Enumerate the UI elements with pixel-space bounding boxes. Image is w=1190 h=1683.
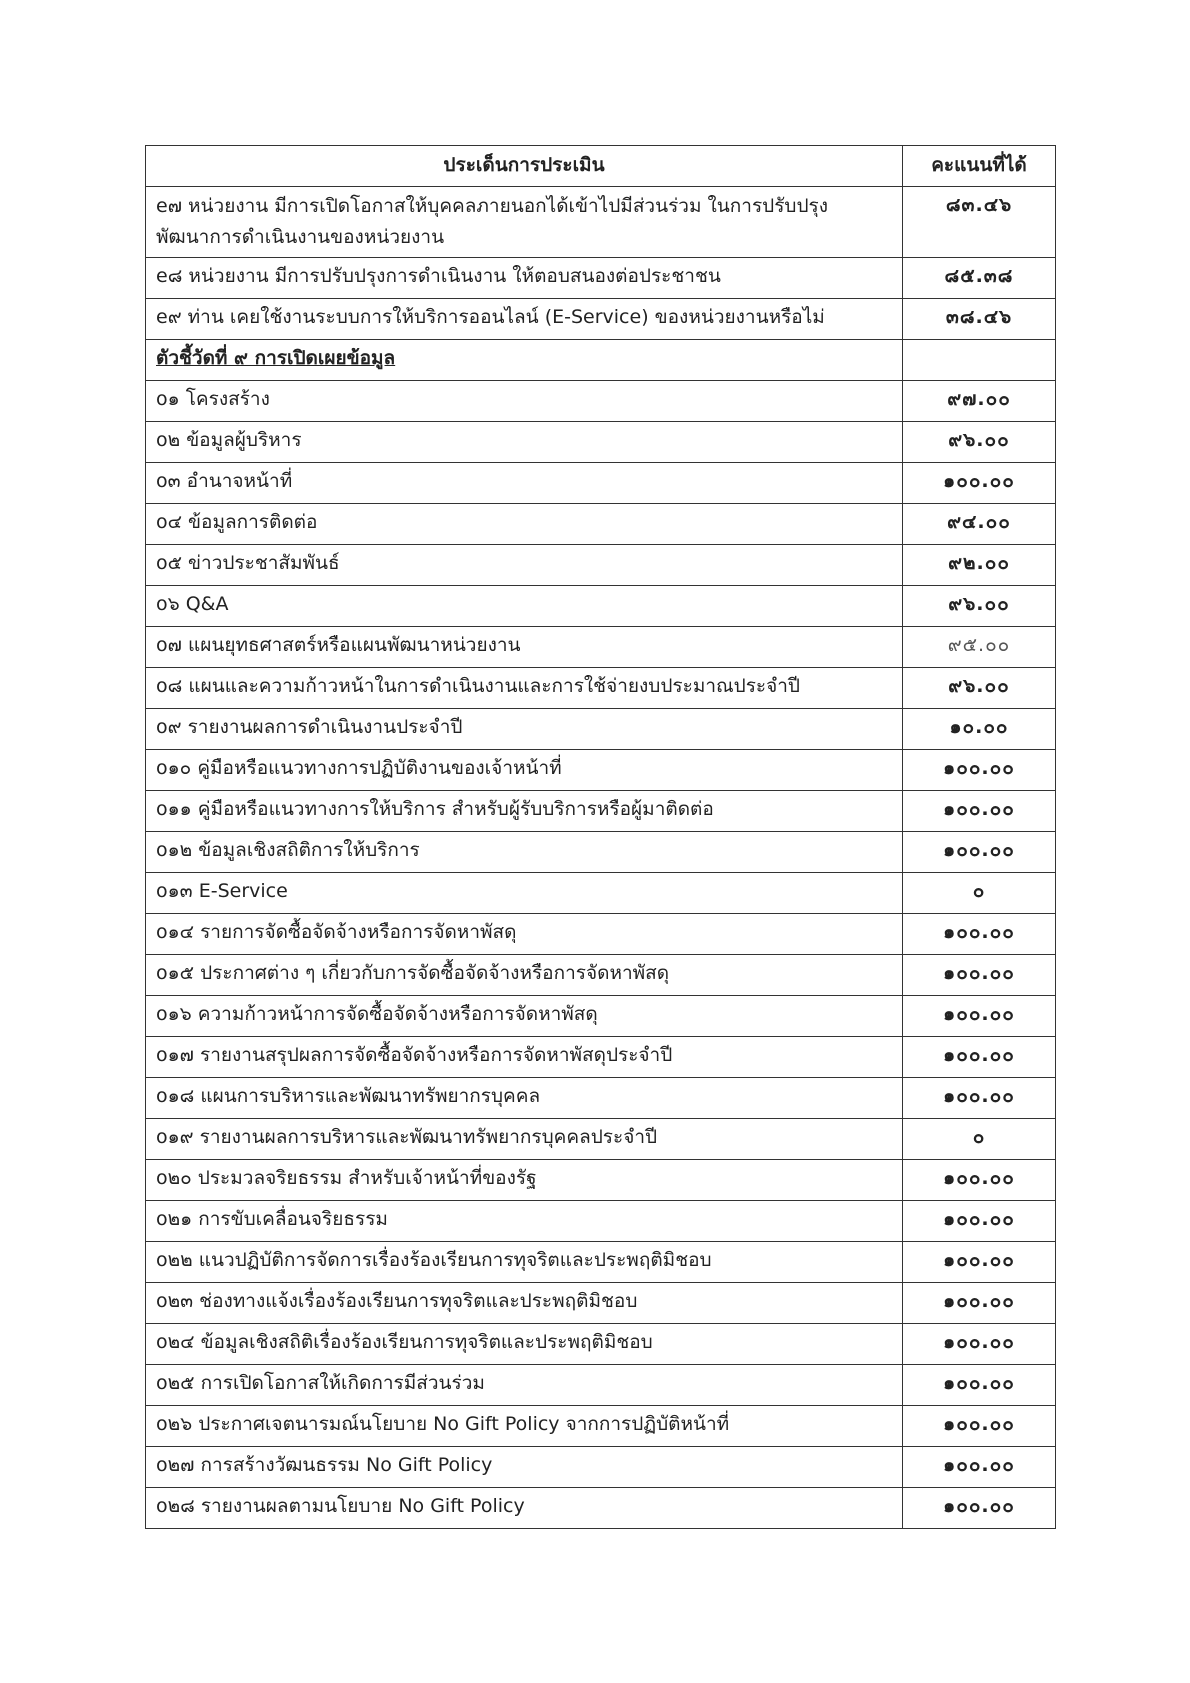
row-score: ๓๘.๔๖ xyxy=(903,299,1056,340)
row-item: o๒๖ ประกาศเจตนารมณ์นโยบาย No Gift Policy จากการปฏิบัติหน้าที่ xyxy=(146,1406,903,1447)
row-item: o๑๗ รายงานสรุปผลการจัดซื้อจัดจ้างหรือการจัดหาพัสดุประจำปี xyxy=(146,1037,903,1078)
row-item: o๗ แผนยุทธศาสตร์หรือแผนพัฒนาหน่วยงาน xyxy=(146,627,903,668)
row-item: o๑ โครงสร้าง xyxy=(146,381,903,422)
row-score: ๑๐๐.๐๐ xyxy=(903,996,1056,1037)
row-score: ๘๕.๓๘ xyxy=(903,258,1056,299)
row-item: o๒๔ ข้อมูลเชิงสถิติเรื่องร้องเรียนการทุจริตและประพฤติมิชอบ xyxy=(146,1324,903,1365)
row-item: o๑๖ ความก้าวหน้าการจัดซื้อจัดจ้างหรือการจัดหาพัสดุ xyxy=(146,996,903,1037)
row-item: o๒๗ การสร้างวัฒนธรรม No Gift Policy xyxy=(146,1447,903,1488)
row-score: ๙๕.๐๐ xyxy=(903,627,1056,668)
row-item: o๒๓ ช่องทางแจ้งเรื่องร้องเรียนการทุจริตและประพฤติมิชอบ xyxy=(146,1283,903,1324)
row-score: ๑๐๐.๐๐ xyxy=(903,791,1056,832)
table-row xyxy=(146,627,1056,668)
table-header-row xyxy=(146,146,1056,187)
row-score: ๑๐๐.๐๐ xyxy=(903,750,1056,791)
row-score: ๑๐๐.๐๐ xyxy=(903,1324,1056,1365)
row-score: ๑๐๐.๐๐ xyxy=(903,1160,1056,1201)
row-item: o๒๘ รายงานผลตามนโยบาย No Gift Policy xyxy=(146,1488,903,1529)
table-row xyxy=(146,955,1056,996)
table-row xyxy=(146,1037,1056,1078)
row-score: ๐ xyxy=(903,873,1056,914)
table-row xyxy=(146,381,1056,422)
table-row xyxy=(146,1201,1056,1242)
table-row xyxy=(146,832,1056,873)
row-item: o๑๒ ข้อมูลเชิงสถิติการให้บริการ xyxy=(146,832,903,873)
row-item: o๒๐ ประมวลจริยธรรม สำหรับเจ้าหน้าที่ของรัฐ xyxy=(146,1160,903,1201)
row-item: e๙ ท่าน เคยใช้งานระบบการให้บริการออนไลน์ (E-Service) ของหน่วยงานหรือไม่ xyxy=(146,299,903,340)
table-row xyxy=(146,668,1056,709)
row-score: ๑๐๐.๐๐ xyxy=(903,1488,1056,1529)
table-row xyxy=(146,545,1056,586)
row-item: o๑๔ รายการจัดซื้อจัดจ้างหรือการจัดหาพัสดุ xyxy=(146,914,903,955)
row-score: ๘๓.๔๖ xyxy=(903,187,1056,258)
row-score: ๙๖.๐๐ xyxy=(903,586,1056,627)
column-header-score: คะแนนที่ได้ xyxy=(903,146,1056,187)
row-item: o๑๕ ประกาศต่าง ๆ เกี่ยวกับการจัดซื้อจัดจ้างหรือการจัดหาพัสดุ xyxy=(146,955,903,996)
table-row xyxy=(146,1078,1056,1119)
assessment-table xyxy=(145,145,1056,1529)
row-item: o๑๓ E-Service xyxy=(146,873,903,914)
indicator-heading: ตัวชี้วัดที่ ๙ การเปิดเผยข้อมูล xyxy=(156,347,396,369)
indicator-heading-row xyxy=(146,340,1056,381)
table-row xyxy=(146,187,1056,258)
table-row xyxy=(146,791,1056,832)
table-row xyxy=(146,1406,1056,1447)
table-row xyxy=(146,1283,1056,1324)
row-item: o๕ ข่าวประชาสัมพันธ์ xyxy=(146,545,903,586)
table-row xyxy=(146,1119,1056,1160)
row-item: e๘ หน่วยงาน มีการปรับปรุงการดำเนินงาน ให้ตอบสนองต่อประชาชน xyxy=(146,258,903,299)
table-row xyxy=(146,914,1056,955)
row-item: o๑๑ คู่มือหรือแนวทางการให้บริการ สำหรับผู้รับบริการหรือผู้มาติดต่อ xyxy=(146,791,903,832)
row-item: o๑๙ รายงานผลการบริหารและพัฒนาทรัพยากรบุคคลประจำปี xyxy=(146,1119,903,1160)
row-item: e๗ หน่วยงาน มีการเปิดโอกาสให้บุคคลภายนอกได้เข้าไปมีส่วนร่วม ในการปรับปรุงพัฒนาการดำเนินงานของหน่วยงาน xyxy=(146,187,903,258)
table-row xyxy=(146,1447,1056,1488)
table-row xyxy=(146,750,1056,791)
row-score: ๙๔.๐๐ xyxy=(903,504,1056,545)
table-row xyxy=(146,1324,1056,1365)
indicator-heading-score-empty xyxy=(903,340,1056,381)
table-row xyxy=(146,258,1056,299)
table-row xyxy=(146,299,1056,340)
table-row xyxy=(146,709,1056,750)
row-score: ๑๐๐.๐๐ xyxy=(903,1037,1056,1078)
row-item: o๑๘ แผนการบริหารและพัฒนาทรัพยากรบุคคล xyxy=(146,1078,903,1119)
row-item: o๙ รายงานผลการดำเนินงานประจำปี xyxy=(146,709,903,750)
row-item: o๓ อำนาจหน้าที่ xyxy=(146,463,903,504)
table-row xyxy=(146,504,1056,545)
row-item: o๒๕ การเปิดโอกาสให้เกิดการมีส่วนร่วม xyxy=(146,1365,903,1406)
table-row xyxy=(146,1488,1056,1529)
table-row xyxy=(146,463,1056,504)
table-row xyxy=(146,586,1056,627)
row-score: ๙๒.๐๐ xyxy=(903,545,1056,586)
row-item: o๖ Q&A xyxy=(146,586,903,627)
row-score: ๑๐๐.๐๐ xyxy=(903,463,1056,504)
row-score: ๑๐.๐๐ xyxy=(903,709,1056,750)
row-score: ๑๐๐.๐๐ xyxy=(903,1201,1056,1242)
row-score: ๑๐๐.๐๐ xyxy=(903,1242,1056,1283)
row-score: ๑๐๐.๐๐ xyxy=(903,1365,1056,1406)
row-score: ๑๐๐.๐๐ xyxy=(903,1078,1056,1119)
row-score: ๙๖.๐๐ xyxy=(903,668,1056,709)
table-row xyxy=(146,422,1056,463)
row-score: ๑๐๐.๐๐ xyxy=(903,1447,1056,1488)
table-row xyxy=(146,996,1056,1037)
row-item: o๒ ข้อมูลผู้บริหาร xyxy=(146,422,903,463)
row-score: ๐ xyxy=(903,1119,1056,1160)
row-item: o๒๒ แนวปฏิบัติการจัดการเรื่องร้องเรียนการทุจริตและประพฤติมิชอบ xyxy=(146,1242,903,1283)
column-header-item: ประเด็นการประเมิน xyxy=(146,146,903,187)
table-row xyxy=(146,873,1056,914)
row-score: ๙๖.๐๐ xyxy=(903,422,1056,463)
row-item: o๒๑ การขับเคลื่อนจริยธรรม xyxy=(146,1201,903,1242)
assessment-sheet xyxy=(145,145,1055,1529)
table-row xyxy=(146,1365,1056,1406)
row-item: o๘ แผนและความก้าวหน้าในการดำเนินงานและการใช้จ่ายงบประมาณประจำปี xyxy=(146,668,903,709)
table-row xyxy=(146,1160,1056,1201)
row-score: ๙๗.๐๐ xyxy=(903,381,1056,422)
row-item: o๔ ข้อมูลการติดต่อ xyxy=(146,504,903,545)
row-score: ๑๐๐.๐๐ xyxy=(903,1283,1056,1324)
row-score: ๑๐๐.๐๐ xyxy=(903,1406,1056,1447)
table-row xyxy=(146,1242,1056,1283)
row-score: ๑๐๐.๐๐ xyxy=(903,914,1056,955)
row-score: ๑๐๐.๐๐ xyxy=(903,832,1056,873)
row-score: ๑๐๐.๐๐ xyxy=(903,955,1056,996)
row-item: o๑๐ คู่มือหรือแนวทางการปฏิบัติงานของเจ้าหน้าที่ xyxy=(146,750,903,791)
